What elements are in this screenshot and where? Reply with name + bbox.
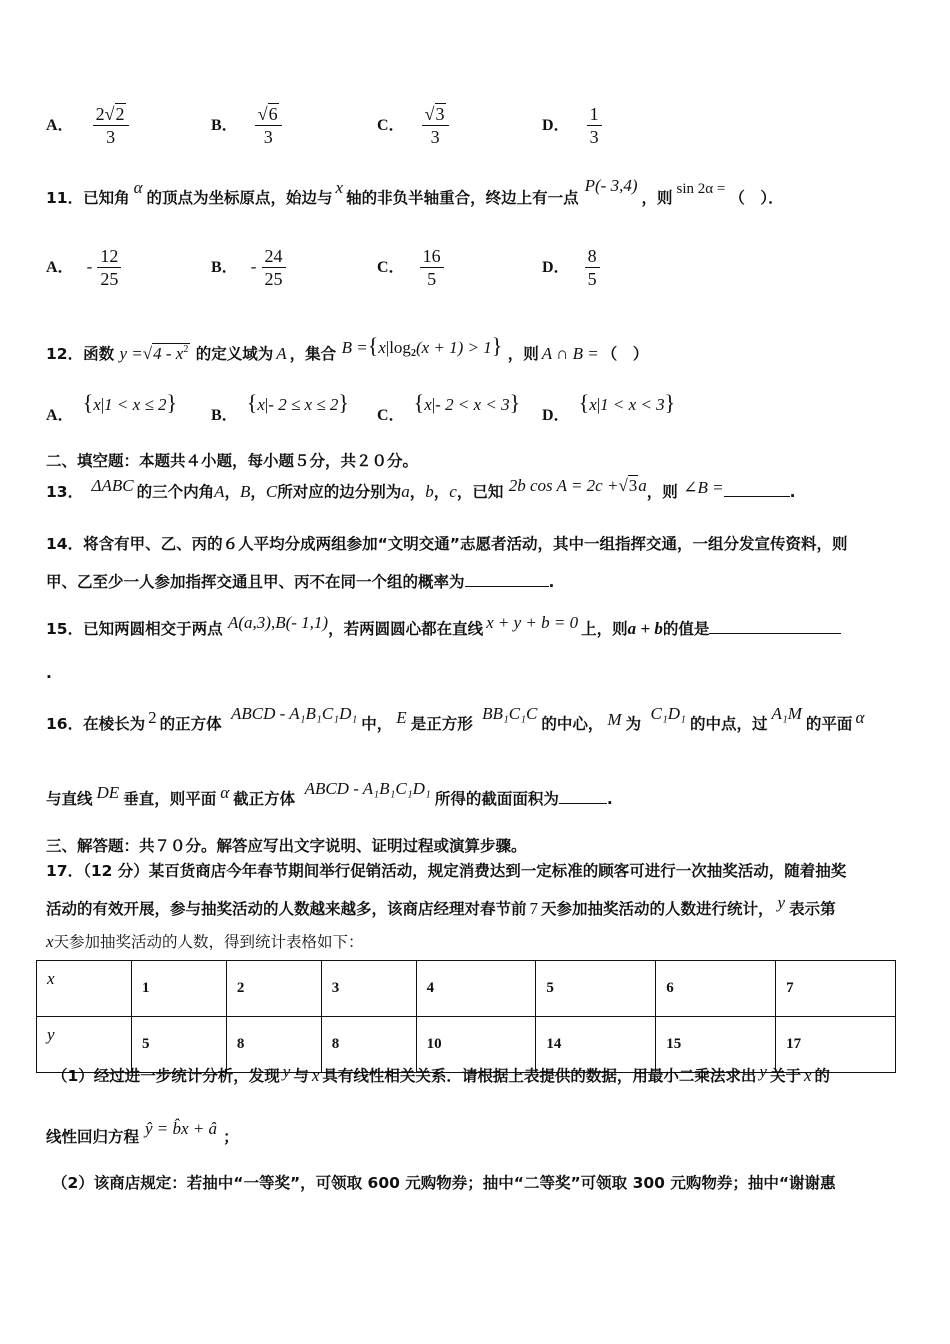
q17-line-1: 17．（12 分）某百货商店今年春节期间举行促销活动，规定消费达到一定标准的顾客可进行一次抽奖活动，随着抽奖: [46, 862, 847, 880]
table-cell: 5: [536, 961, 656, 1017]
table-cell: 2: [226, 961, 321, 1017]
fraction: $\frac{8}{5}$: [585, 245, 600, 290]
table-cell: 1: [132, 961, 227, 1017]
table-cell: 3: [321, 961, 416, 1017]
answer-blank[interactable]: [465, 572, 549, 587]
q10-option-d: [542, 103, 602, 148]
option-label: B．: [211, 117, 238, 134]
q16-line-1: 16．在棱长为 2 的正方体 ABCD - A₁B₁C₁D₁中， E 是正方形 BB₁C₁C的中心， M 为 C₁D₁的中点，过A₁M的平面 α: [46, 704, 865, 733]
statistics-table: [36, 960, 896, 1073]
q17-part-1-cont: 线性回归方程 ŷ = b̂x + â ；: [46, 1119, 239, 1146]
option-label: C．: [377, 117, 405, 134]
answer-blank[interactable]: [559, 789, 607, 804]
q16-line-2: 与直线 DE 垂直，则平面 α 截正方体 ABCD - A₁B₁C₁D₁所得的截面面积为 .: [46, 779, 613, 808]
table-row: [37, 961, 896, 1017]
q12-stem: 12．函数 $y =√4 - x^2$ 的定义域为 A ，集合 $B =\{x|\log_2(x + 1) > 1\}$ ，则 A ∩ B = （ ）: [46, 333, 649, 363]
q11-stem: 11．已知角α的顶点为坐标原点，始边与x轴的非负半轴重合，终边上有一点P(- 3,4)，则 sin 2α = （ ）．: [46, 176, 784, 207]
table-cell: 8: [321, 1017, 416, 1073]
q13-stem: 13． ΔABC 的三个内角A，B，C所对应的边分别为a，b，c，已知 2b cos A = 2c +√3a，则 ∠B = .: [46, 476, 796, 501]
row-header-x: x: [37, 961, 132, 1017]
table-cell: 8: [226, 1017, 321, 1073]
fraction: $\frac{1}{3}$: [587, 103, 602, 148]
fraction: $\frac{12}{25}$: [97, 245, 121, 290]
row-header-y: y: [37, 1017, 132, 1073]
option-label: D．: [542, 117, 570, 134]
q14-line-2: 甲、乙至少一人参加指挥交通且甲、丙不在同一个组的概率为 .: [46, 573, 555, 591]
q12-option-b: B． {x|- 2 ≤ x ≤ 2}: [211, 390, 349, 424]
q11-option-d: D． $\frac{8}{5}$: [542, 245, 600, 290]
fraction: $\frac{√3}{3}$: [422, 103, 449, 148]
q14-line-1: 14．将含有甲、乙、丙的６人平均分成两组参加“文明交通”志愿者活动，其中一组指挥交通，一组分发宣传资料，则: [46, 535, 848, 553]
table-cell: 14: [536, 1017, 656, 1073]
table-cell: 10: [416, 1017, 536, 1073]
fraction: $\frac{√6}{3}$: [255, 103, 282, 148]
q11-option-c: C． $\frac{16}{5}$: [377, 245, 444, 290]
table-cell: 5: [132, 1017, 227, 1073]
q17-part-1: （1）经过进一步统计分析，发现 y 与 x 具有线性相关关系．请根据上表提供的数据，用最小二乘法求出 y 关于 x 的: [52, 1062, 831, 1085]
section-3-heading: 三、解答题：共７０分。解答应写出文字说明、证明过程或演算步骤。: [46, 837, 527, 855]
q12-option-d: D． {x|1 < x < 3}: [542, 390, 676, 424]
q10-option-c: [377, 103, 449, 148]
table-cell: 15: [656, 1017, 776, 1073]
fraction: $\frac{16}{5}$: [420, 245, 444, 290]
q17-line-2: 活动的有效开展，参与抽奖活动的人数越来越多，该商店经理对春节前 7 天参加抽奖活动的人数进行统计， y 表示第: [46, 893, 836, 918]
answer-blank[interactable]: [709, 619, 841, 634]
table-cell: 6: [656, 961, 776, 1017]
table-cell: 4: [416, 961, 536, 1017]
fraction: $\frac{2√2}{3}$: [93, 103, 129, 148]
table-cell: 7: [776, 961, 896, 1017]
fraction: $\frac{24}{25}$: [262, 245, 286, 290]
q11-option-a: A． - $\frac{12}{25}$: [46, 245, 121, 290]
q15-trailing-dot: .: [46, 664, 52, 682]
q17-line-3: x天参加抽奖活动的人数，得到统计表格如下：: [46, 932, 364, 951]
q12-option-a: A． {x|1 < x ≤ 2}: [46, 390, 178, 424]
answer-blank[interactable]: [724, 482, 790, 497]
q11-option-b: B． - $\frac{24}{25}$: [211, 245, 286, 290]
q10-option-b: [211, 103, 282, 148]
option-label: A．: [46, 117, 74, 134]
q17-part-2: （2）该商店规定：若抽中“一等奖”，可领取 600 元购物券；抽中“二等奖”可领取 300 元购物券；抽中“谢谢惠: [52, 1174, 836, 1192]
q15-stem: 15．已知两圆相交于两点 A(a,3),B(- 1,1)，若两圆圆心都在直线 x + y + b = 0 上，则a + b的值是: [46, 617, 841, 639]
section-2-heading: 二、填空题：本题共４小题，每小题５分，共２０分。: [46, 452, 419, 470]
q12-option-c: C． {x|- 2 < x < 3}: [377, 390, 521, 424]
table-cell: 17: [776, 1017, 896, 1073]
q10-option-a: [46, 103, 129, 148]
